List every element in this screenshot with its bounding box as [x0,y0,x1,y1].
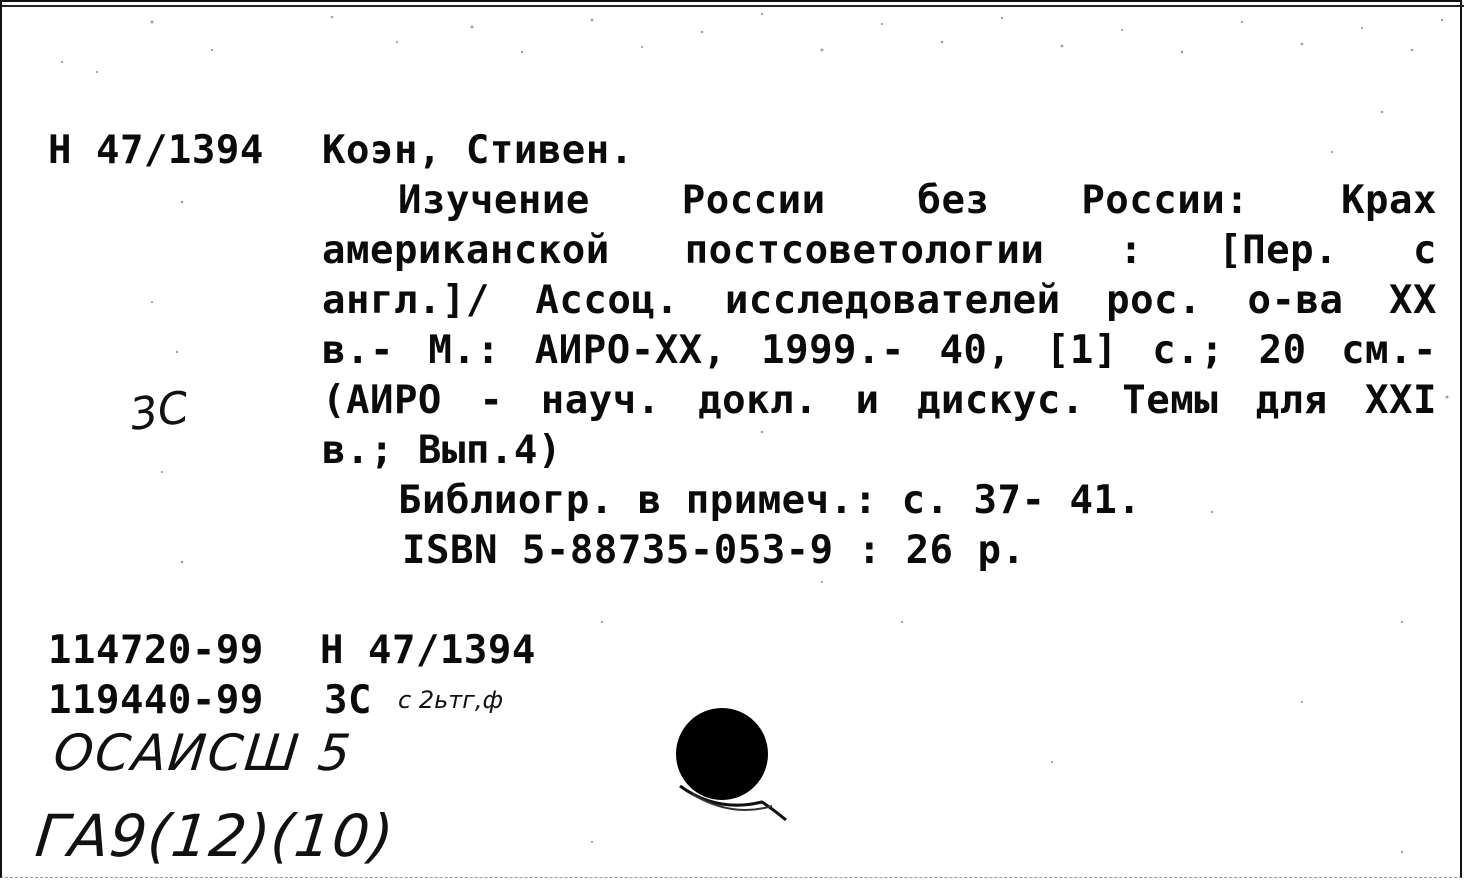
author-heading: Коэн, Стивен. [322,128,634,173]
isbn-line: ISBN 5-88735-053-9 : 26 р. [402,528,1026,573]
title-line-5: (АИРО - науч. докл. и дискус. Темы для XXI [322,378,1437,423]
holding-number-2: 119440-99 [48,678,264,723]
title-line-6: в.; Вып.4) [322,428,562,473]
title-line-2: американской постсоветологии : [Пер. с [322,228,1437,273]
title-line-1: Изучение России без России: Крах [398,178,1437,223]
holding-number-1: 114720-99 [48,628,264,673]
title-line-3: англ.]/ Ассоц. исследователей рос. о-ва XX [322,278,1437,323]
title-line-4: в.- М.: АИРО-XX, 1999.- 40, [1] с.; 20 см.- [322,328,1437,373]
punch-hole-icon [662,698,802,838]
bibliography-note: Библиогр. в примеч.: с. 37- 41. [398,478,1142,523]
holding-handwritten-note: с 2ьтг,ф [398,686,503,714]
margin-mark: 3С [126,382,192,441]
holding-location-1: Н 47/1394 [320,628,536,673]
shelfmark: Н 47/1394 [48,128,264,173]
handwritten-code-2: ГА9(12)(10) [32,802,398,870]
handwritten-code-1: ОСАИСШ 5 [50,724,356,782]
holding-location-2: 3С [324,678,372,723]
